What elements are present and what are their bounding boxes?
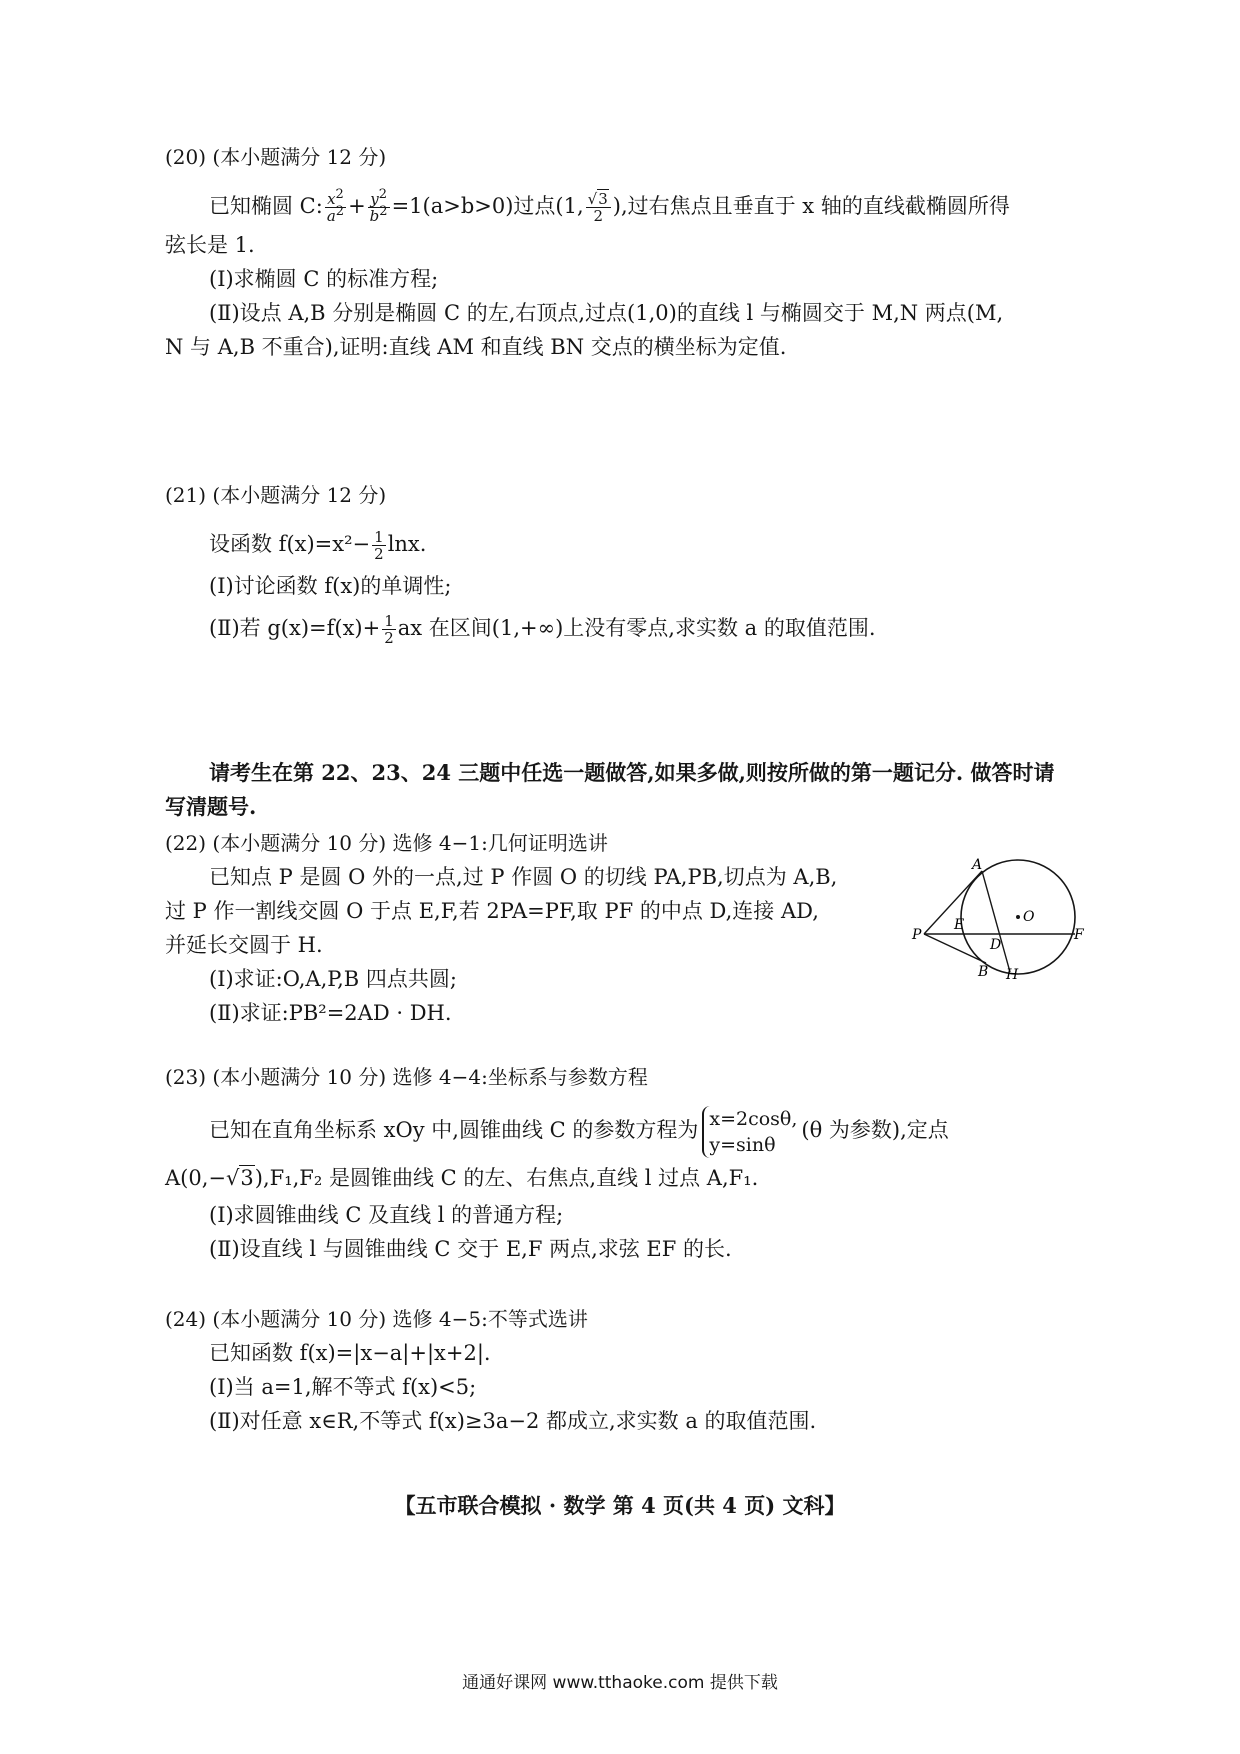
question-21: [165, 478, 1085, 650]
elective-notice: [165, 756, 1085, 824]
label-d: D: [990, 937, 1002, 953]
q21-part1: (Ⅰ)讨论函数 f(x)的单调性;: [209, 574, 452, 598]
label-o: O: [1023, 909, 1035, 925]
question-23: [165, 1060, 1085, 1266]
label-b: B: [978, 964, 989, 980]
q24-part1: (Ⅰ)当 a=1,解不等式 f(x)<5;: [209, 1375, 477, 1399]
q24-part2: (Ⅱ)对任意 x∈R,不等式 f(x)≥3a−2 都成立,求实数 a 的取值范围.: [209, 1409, 817, 1433]
q20-part2: (Ⅱ)设点 A,B 分别是椭圆 C 的左,右顶点,过点(1,0)的直线 l 与椭圆交于 M,N 两点(M,: [209, 301, 1004, 325]
q23-statement-cont: A(0,−√3),F₁,F₂ 是圆锥曲线 C 的左、右焦点,直线 l 过点 A,F₁.: [165, 1165, 759, 1190]
question-24: [165, 1302, 1085, 1438]
frac-1-2: $\frac{1}{2}$: [374, 528, 384, 563]
notice-line2: 写清题号.: [165, 794, 257, 819]
frac-y2-b2: $\frac{y^2}{b^2}$: [369, 187, 388, 225]
q21-statement: 设函数 f(x)=x²− $\frac{1}{2}$ lnx.: [209, 528, 427, 563]
download-note: 通通好课网 www.tthaoke.com 提供下载: [462, 1673, 778, 1693]
label-h: H: [1006, 967, 1019, 980]
question-20: [165, 140, 1085, 364]
chord-ah: [982, 871, 1010, 972]
tangent-pa: [924, 871, 982, 934]
q24-statement: 已知函数 f(x)=|x−a|+|x+2|.: [209, 1341, 491, 1365]
q23-part1: (Ⅰ)求圆锥曲线 C 及直线 l 的普通方程;: [209, 1202, 564, 1227]
label-e: E: [954, 917, 965, 933]
q21-header: (21) (本小题满分 12 分): [165, 483, 387, 507]
tangent-pb: [924, 934, 986, 963]
q20-statement-cont: 弦长是 1.: [165, 233, 255, 257]
q23-part2: (Ⅱ)设直线 l 与圆锥曲线 C 交于 E,F 两点,求弦 EF 的长.: [209, 1236, 732, 1261]
q23-header: (23) (本小题满分 10 分) 选修 4−4:坐标系与参数方程: [165, 1065, 648, 1089]
q24-header: (24) (本小题满分 10 分) 选修 4−5:不等式选讲: [165, 1307, 588, 1331]
q22-statement-cont1: 过 P 作一割线交圆 O 于点 E,F,若 2PA=PF,取 PF 的中点 D,连接 AD,: [165, 899, 819, 923]
center-dot: [1016, 915, 1020, 919]
q20-part1: (Ⅰ)求椭圆 C 的标准方程;: [209, 267, 439, 291]
param-equation: x=2cosθ, y=sinθ: [702, 1106, 797, 1158]
q22-statement-cont2: 并延长交圆于 H.: [165, 933, 323, 957]
frac-1-2-b: $\frac{1}{2}$: [384, 612, 394, 647]
q22-part2: (Ⅱ)求证:PB²=2AD · DH.: [209, 1001, 452, 1025]
page-footer: 【五市联合模拟 · 数学 第 4 页(共 4 页) 文科】: [394, 1493, 846, 1518]
q23-statement: 已知在直角坐标系 xOy 中,圆锥曲线 C 的参数方程为 x=2cosθ, y=sinθ (θ 为参数),定点: [209, 1107, 949, 1156]
q22-statement: 已知点 P 是圆 O 外的一点,过 P 作圆 O 的切线 PA,PB,切点为 A,B,: [209, 865, 838, 889]
q21-part2: (Ⅱ)若 g(x)=f(x)+ $\frac{1}{2}$ ax 在区间(1,+∞)上没有零点,求实数 a 的取值范围.: [209, 612, 876, 647]
notice-line1: 请考生在第 22、23、24 三题中任选一题做答,如果多做,则按所做的第一题记分. 做答时请: [209, 760, 1055, 785]
q22-header: (22) (本小题满分 10 分) 选修 4−1:几何证明选讲: [165, 831, 608, 855]
label-p: P: [912, 927, 922, 943]
circle-tangent-figure: [910, 855, 1085, 980]
q20-part2-cont: N 与 A,B 不重合),证明:直线 AM 和直线 BN 交点的横坐标为定值.: [165, 335, 787, 359]
q22-part1: (Ⅰ)求证:O,A,P,B 四点共圆;: [209, 967, 457, 991]
label-f: F: [1074, 927, 1084, 943]
label-a: A: [972, 857, 983, 873]
q20-statement: 已知椭圆 C: $\frac{x^2}{a^2}$ + $\frac{y^2}{b^2}$ =1(a>b>0)过点(1, $\frac{√3}{2}$ ),过右焦点且垂直于 x 轴的直线截椭圆所得: [209, 187, 1010, 225]
frac-sqrt3-2: $\frac{√3}{2}$: [586, 191, 611, 224]
q20-header: (20) (本小题满分 12 分): [165, 145, 387, 169]
frac-x2-a2: $\frac{x^2}{a^2}$: [326, 187, 345, 225]
